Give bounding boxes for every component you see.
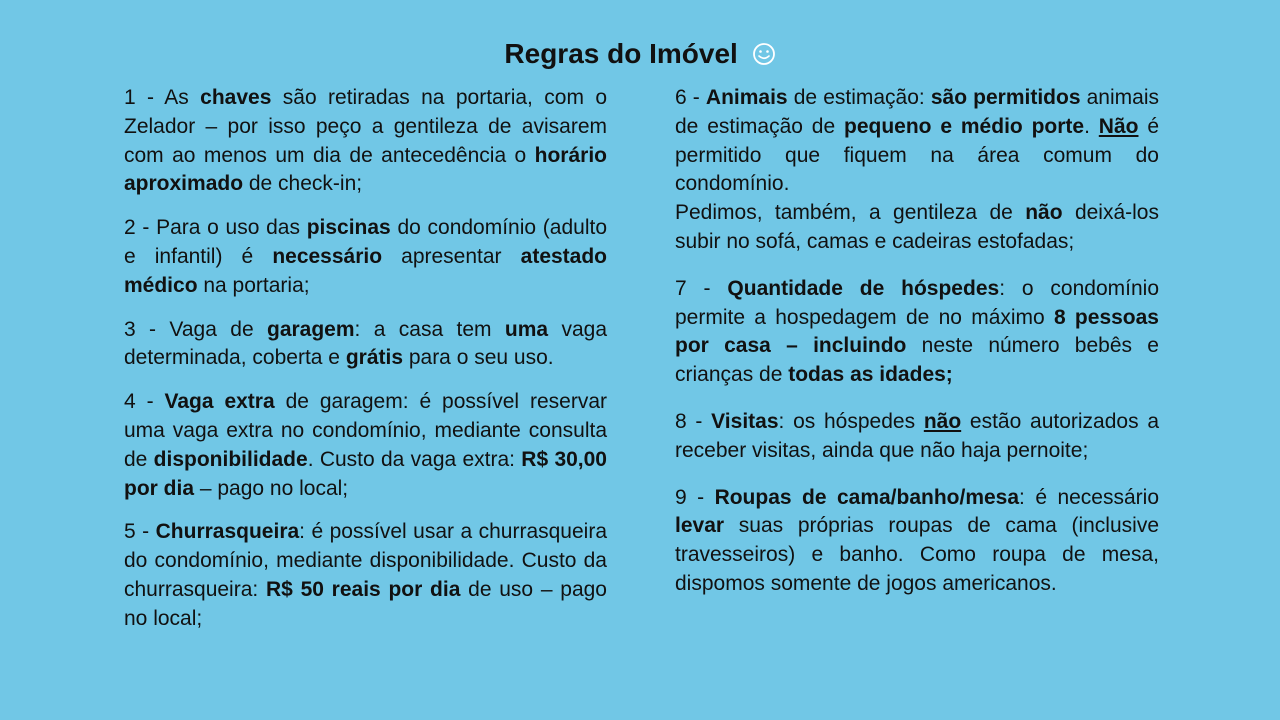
rule-1-text [124, 84, 607, 199]
rule-7-text-b: : o condomínio permite a hospedagem de no máximo [675, 276, 1159, 329]
rule-5-text-a: 5 - [124, 520, 156, 544]
rule-4-text-c: . Custo da vaga extra: [307, 447, 522, 471]
rule-6-text-c: animais de estimação de [675, 86, 1159, 138]
rule-8-text-b: : os hóspedes [778, 409, 924, 433]
rule-6-text-b: de estimação: [787, 86, 931, 109]
page-title-text: Regras do Imóvel [504, 38, 738, 69]
rule-9-text [675, 484, 1159, 599]
page-title [0, 36, 1280, 72]
rule-8 [675, 408, 1159, 466]
rule-9-keyword-linens: Roupas de cama/banho/mesa [714, 485, 1020, 509]
rule-6-keyword-size: pequeno e médio porte [844, 114, 1085, 138]
rule-9 [675, 484, 1159, 599]
rule-2-text-c: apresentar [382, 244, 521, 268]
rule-2-text-d: na portaria; [197, 273, 310, 297]
rule-7-text-a: 7 - [675, 276, 728, 300]
rule-5 [124, 518, 607, 633]
rule-2-keyword-certificate: atestado médico [124, 244, 607, 297]
rule-8-text [675, 408, 1159, 466]
rule-2-keyword-required: necessário [272, 244, 383, 268]
rule-9-keyword-bring: levar [675, 514, 725, 538]
rule-7-text [675, 275, 1159, 390]
rule-6-keyword-not: Não [1098, 114, 1139, 138]
rule-1-text-a: 1 - As [124, 86, 201, 109]
rule-9-text-c: suas próprias roupas de cama (inclusive travesseiros) e banho. Como roupa de mesa, dispomos somente de jogos americanos. [675, 514, 1159, 595]
rules-column-left [124, 84, 607, 649]
rule-3-keyword-one: uma [504, 317, 549, 341]
rule-7 [675, 275, 1159, 390]
rule-4-text-b: de garagem: é possível reservar uma vaga extra no condomínio, mediante consulta de [124, 390, 608, 471]
rule-2-text [124, 214, 607, 300]
rule-3 [124, 316, 607, 374]
rule-3-keyword-free: grátis [345, 346, 403, 370]
rule-6-text [675, 84, 1159, 199]
rule-6-text-f: Pedimos, também, a gentileza de [675, 201, 1026, 225]
rule-8-keyword-not: não [923, 409, 962, 433]
rule-6-text-request [675, 199, 1159, 257]
rule-7-keyword-max: 8 pessoas por casa – incluindo [675, 305, 1159, 358]
rule-7-text-c: neste número bebês e crianças de [675, 334, 1159, 387]
rule-4 [124, 388, 607, 503]
rule-6-text-g: deixá-los subir no sofá, camas e cadeiras estofadas; [675, 201, 1159, 253]
rule-2 [124, 214, 607, 300]
rule-1-keyword-keys: chaves [200, 86, 272, 109]
rule-4-text [124, 388, 607, 503]
rule-2-text-a: 2 - Para o uso das [124, 216, 307, 240]
rule-9-text-b: : é necessário [1019, 485, 1159, 509]
rule-3-text-d: para o seu uso. [403, 346, 554, 370]
rule-4-keyword-availability: disponibilidade [153, 447, 308, 471]
rule-4-text-d: – pago no local; [194, 476, 349, 500]
rule-1-text-b: são retiradas na portaria, com o Zelador – por isso peço a gentileza de avisarem com ao menos um dia de antecedência o [124, 86, 607, 167]
rule-1-keyword-time: horário aproximado [124, 143, 607, 196]
rule-2-keyword-pools: piscinas [306, 216, 391, 240]
rule-2-text-b: do condomínio (adulto e infantil) é [124, 216, 607, 268]
rule-7-keyword-guests: Quantidade de hóspedes [727, 276, 1000, 300]
rule-6-keyword-allowed: são permitidos [930, 86, 1081, 109]
rule-7-keyword-ages: todas as idades; [788, 363, 953, 387]
rule-8-text-c: estão autorizados a receber visitas, ainda que não haja pernoite; [675, 409, 1160, 462]
rule-4-text-a: 4 - [124, 390, 165, 414]
rule-6-keyword-no: não [1025, 201, 1063, 225]
rule-5-keyword-price: R$ 50 reais por dia [265, 577, 461, 601]
rule-1-text-c: de check-in; [243, 172, 363, 196]
rule-3-keyword-garage: garagem [267, 317, 355, 341]
rule-9-text-a: 9 - [675, 485, 715, 509]
rule-6-text-d: . [1084, 114, 1099, 138]
rule-3-text-b: : a casa tem [354, 317, 505, 341]
rule-6 [675, 84, 1159, 257]
smiley-icon [752, 42, 776, 66]
rule-6-text-a: 6 - [675, 86, 706, 109]
rule-4-keyword-price: R$ 30,00 por dia [124, 447, 607, 500]
rule-4-keyword-extra-space: Vaga extra [164, 390, 275, 414]
rules-column-right [675, 84, 1159, 614]
rule-3-text [124, 316, 607, 374]
rule-5-keyword-barbecue: Churrasqueira [155, 520, 300, 544]
rule-3-text-a: 3 - Vaga de [124, 317, 267, 341]
rule-8-keyword-visits: Visitas [711, 409, 779, 433]
rule-6-keyword-animals: Animais [705, 86, 788, 109]
rule-5-text-c: de uso – pago no local; [124, 577, 607, 630]
rule-5-text [124, 518, 607, 633]
rule-1 [124, 84, 607, 199]
rule-6-text-e: é permitido que fiquem na área comum do condomínio. [675, 114, 1160, 196]
rule-8-text-a: 8 - [675, 409, 712, 433]
rule-3-text-c: vaga determinada, coberta e [124, 317, 608, 370]
rule-5-text-b: : é possível usar a churrasqueira do condomínio, mediante disponibilidade. Custo da churrasqueira: [124, 520, 608, 601]
